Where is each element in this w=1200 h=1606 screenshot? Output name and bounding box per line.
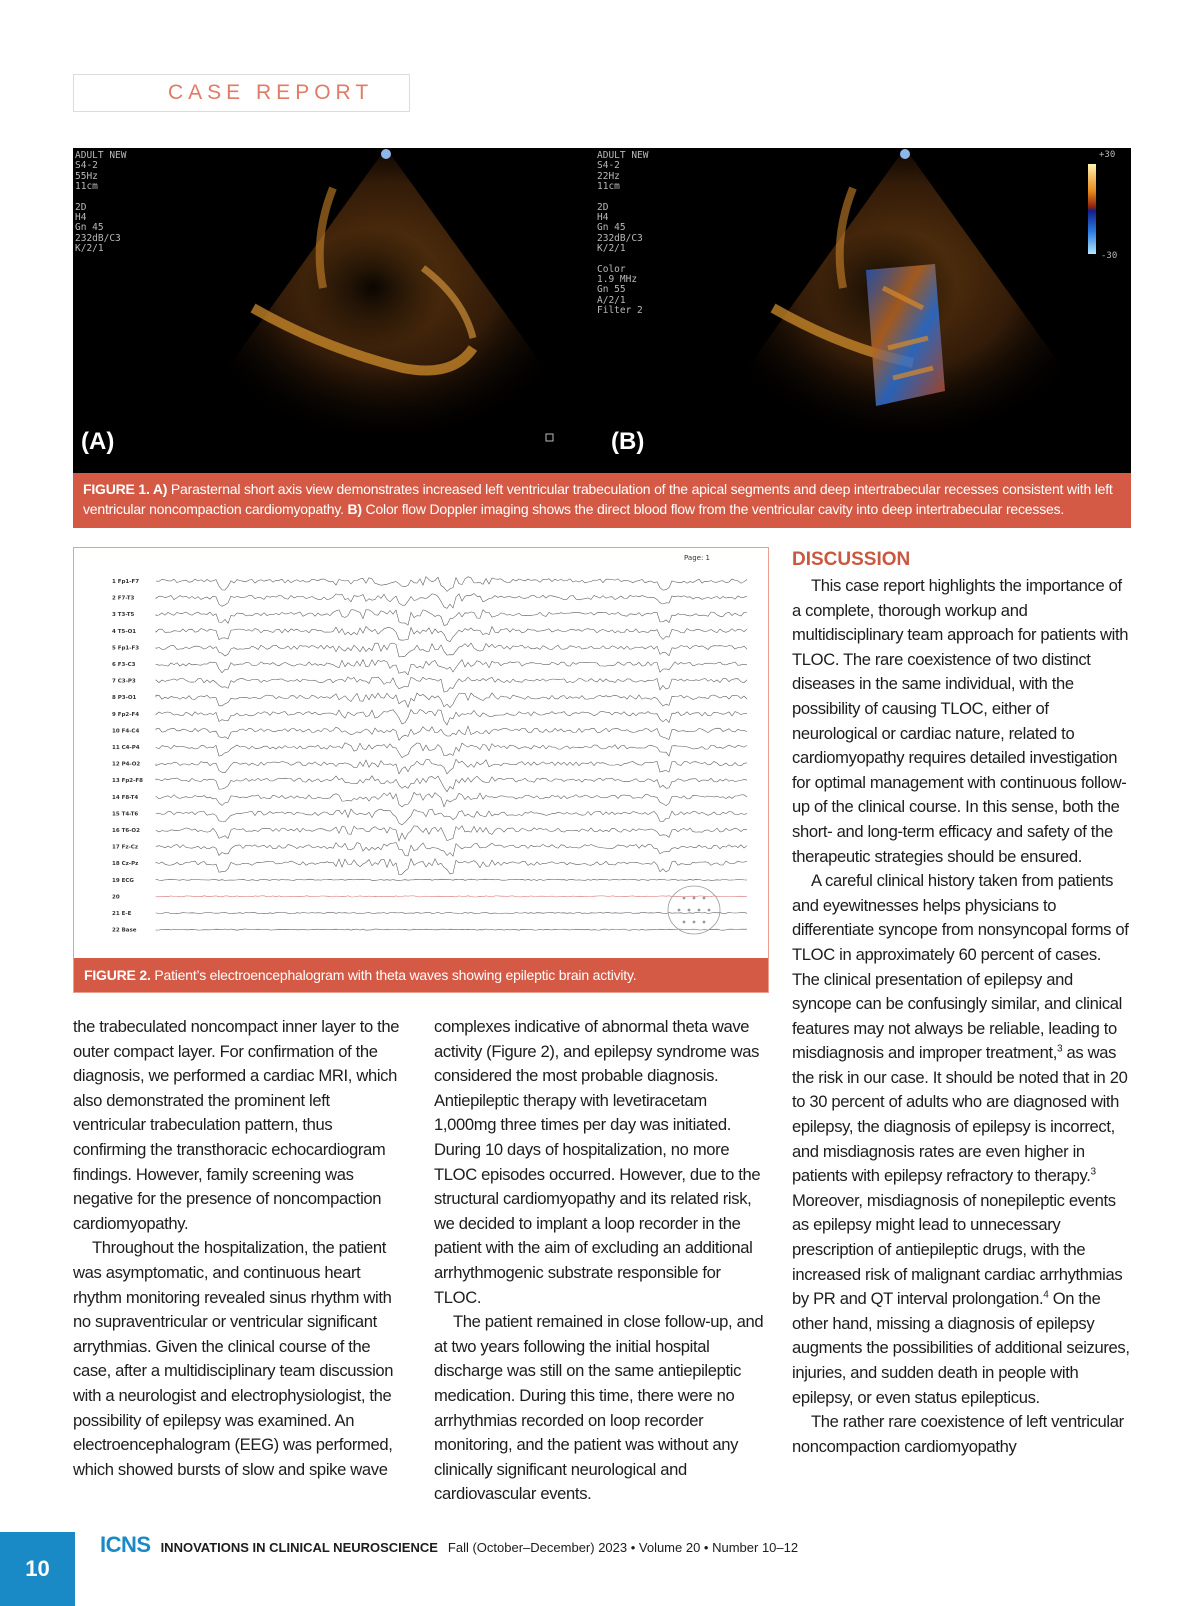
overlay-line: 11cm	[75, 181, 98, 193]
eeg-trace	[156, 743, 747, 758]
caption-text: Parasternal short axis view demonstrates increased left ventricular trabeculation of the apical segments and deep intertrabecular recesses consistent with left ventricular noncompaction cardiomyopathy.	[83, 481, 1113, 517]
overlay-line: 232dB/C3	[75, 232, 121, 244]
eeg-trace	[156, 929, 747, 930]
body-column-3	[792, 547, 1132, 1459]
issue-info: Fall (October–December) 2023 • Volume 20 • Number 10–12	[447, 1540, 799, 1555]
section-heading: DISCUSSION	[792, 549, 911, 570]
eeg-trace	[156, 896, 747, 897]
eeg-page-label: Page: 1	[684, 554, 710, 562]
eeg-trace	[156, 594, 747, 609]
eeg-channel-label: 7 C3-P3	[112, 678, 136, 685]
overlay-line: 1.9 MHz	[597, 274, 638, 286]
paragraph: complexes indicative of abnormal theta wave activity (Figure 2), and epilepsy syndrome was considered the most probable diagnosis. Antiepileptic therapy with levetiracetam 1,000mg three times per day was initiated. During 10 days of hospitalization, no more TLOC episodes occurred. However, due to the structural cardiomyopathy and its related risk, we decided to implant a loop recorder in the patient with the aim of excluding an additional arrhythmogenic substrate responsible for TLOC.	[434, 1017, 761, 1307]
paragraph: The patient remained in close follow-up, and at two years following the initial hospital discharge was still on the same antiepileptic medication. During this time, there were no arrhythmias recorded on loop recorder monitoring, and the patient was without any clinically significant neurological and cardiovascular events.	[434, 1312, 764, 1504]
overlay-line: 2D	[597, 201, 609, 213]
eeg-channel-label: 6 F3-C3	[112, 662, 136, 668]
eeg-trace	[156, 859, 747, 875]
journal-abbreviation: ICNS	[100, 1532, 151, 1557]
overlay-line: 11cm	[597, 181, 620, 193]
eeg-channel-label: 22 Base	[112, 927, 137, 934]
eeg-trace	[156, 912, 747, 913]
scale-bottom-label: -30	[1101, 251, 1118, 261]
caption-label: B)	[347, 501, 362, 517]
section-label: CASE REPORT	[168, 81, 374, 104]
eeg-trace	[156, 809, 747, 825]
overlay-line: Gn 55	[597, 284, 626, 296]
scale-top-label: +30	[1099, 150, 1116, 160]
overlay-line: Color	[597, 263, 626, 275]
overlay-line: K/2/1	[75, 243, 104, 255]
overlay-line: K/2/1	[597, 243, 626, 255]
figure-1-caption	[73, 473, 1131, 528]
eeg-trace	[156, 577, 747, 592]
echo-image	[73, 148, 1131, 473]
panel-b-overlay	[597, 151, 648, 317]
journal-name: INNOVATIONS IN CLINICAL NEUROSCIENCE	[160, 1540, 438, 1555]
eeg-trace	[156, 660, 747, 675]
overlay-line: ADULT NEW	[597, 150, 649, 161]
eeg-channel-label: 20	[112, 894, 120, 901]
overlay-line: 55Hz	[75, 170, 98, 182]
eeg-trace	[156, 627, 747, 642]
text-run: Moreover, misdiagnosis of nonepileptic events as epilepsy might lead to unnecessary prescription of antiepileptic drugs, with the increased risk of malignant cardiac arrhythmias by PR and QT interval prolongation.	[792, 1190, 1123, 1309]
eeg-trace	[156, 826, 747, 841]
eeg-channel-label: 14 F8-T4	[112, 794, 139, 801]
eeg-channel-label: 21 E-E	[112, 911, 132, 917]
panel-a-label: (A)	[81, 428, 115, 455]
paragraph	[792, 869, 1132, 1410]
eeg-channel-label: 10 F4-C4	[112, 728, 140, 735]
overlay-line: 2D	[75, 201, 87, 213]
text-run: as was the risk in our case. It should be noted that in 20 to 30 percent of adults who are diagnosed with epilepsy, the diagnosis of epilepsy is incorrect, and misdiagnosis rates are even higher in patients with epilepsy refractory to therapy.	[792, 1043, 1128, 1186]
overlay-line: ADULT NEW	[75, 150, 127, 161]
caption-text: Patient’s electroencephalogram with theta waves showing epileptic brain activity.	[150, 967, 637, 983]
figure-1	[73, 148, 1131, 528]
eeg-trace	[156, 842, 747, 856]
reference-marker: 3	[1090, 1166, 1096, 1178]
eeg-trace	[156, 792, 747, 807]
figure-2-caption	[74, 958, 768, 992]
eeg-channel-label: 18 Cz-Pz	[112, 861, 139, 868]
eeg-trace	[156, 710, 747, 725]
reference-marker: 4	[1043, 1289, 1049, 1301]
eeg-channel-label: 8 P3-O1	[112, 695, 137, 702]
eeg-channel-label: 4 T5-O1	[112, 628, 137, 635]
eeg-trace	[156, 610, 747, 626]
eeg-channel-label: 11 C4-P4	[112, 745, 140, 751]
page-number-box	[0, 1532, 75, 1606]
eeg-channel-label: 13 Fp2-F8	[112, 778, 143, 785]
text-run: A careful clinical history taken from patients and eyewitnesses helps physicians to differentiate syncope from nonsyncopal forms of TLOC in approximately 60 percent of cases. The clinical presentation of epilepsy and syncope can be confusingly similar, and clinical features may not always be reliable, leading to misdiagnosis and improper treatment,	[792, 871, 1129, 1063]
eeg-channel-label: 19 ECG	[112, 877, 134, 884]
overlay-line: H4	[597, 212, 609, 224]
eeg-trace	[156, 879, 747, 880]
eeg-channel-label: 16 T6-O2	[112, 828, 140, 834]
paragraph: This case report highlights the importance of a complete, thorough workup and multidisciplinary team approach for patients with TLOC. The rare coexistence of two distinct diseases in the same individual, with the possibility of causing TLOC, either of neurological or cardiac nature, related to cardiomyopathy requires detailed investigation for optimal management with continuous follow-up of the clinical course. In this sense, both the short- and long-term efficacy and safety of the therapeutic strategies should be ensured.	[792, 576, 1129, 866]
overlay-line: S4-2	[75, 160, 98, 172]
eeg-trace	[156, 677, 747, 692]
caption-text: Color flow Doppler imaging shows the direct blood flow from the ventricular cavity into deep intertrabecular recesses.	[361, 501, 1065, 517]
eeg-channel-label: 15 T4-T6	[112, 811, 139, 818]
overlay-line: 22Hz	[597, 170, 620, 182]
eeg-channel-label: 9 Fp2-F4	[112, 711, 140, 718]
paragraph: Throughout the hospitalization, the patient was asymptomatic, and continuous heart rhythm monitoring revealed sinus rhythm with no supraventricular or ventricular significant arrythmias. Given the clinical course of the case, after a multidisciplinary team discussion with a neurologist and electrophysiologist, the possibility of epilepsy was examined. An electroencephalogram (EEG) was performed, which showed bursts of slow and spike wave	[73, 1238, 394, 1479]
eeg-trace	[156, 643, 747, 657]
eeg-image	[74, 548, 768, 958]
figure-2	[73, 547, 769, 993]
caption-label: FIGURE 1. A)	[83, 481, 168, 497]
panel-a-overlay	[75, 151, 126, 255]
overlay-line: H4	[75, 212, 87, 224]
page-number: 10	[25, 1556, 50, 1581]
reference-marker: 3	[1057, 1043, 1063, 1055]
eeg-trace	[156, 726, 747, 740]
eeg-trace	[156, 776, 747, 792]
paragraph: the trabeculated noncompact inner layer to the outer compact layer. For confirmation of the diagnosis, we performed a cardiac MRI, which also demonstrated the prominent left ventricular trabeculation pattern, thus confirming the transthoracic echocardiogram findings. However, family screening was negative for the presence of noncompaction cardiomyopathy.	[73, 1017, 400, 1233]
overlay-line: 232dB/C3	[597, 232, 643, 244]
eeg-trace	[156, 693, 747, 708]
footer	[100, 1532, 798, 1558]
eeg-channel-label: 2 F7-T3	[112, 595, 135, 602]
eeg-trace	[156, 759, 747, 774]
text-run: On the other hand, missing a diagnosis of epilepsy augments the possibilities of additional seizures, injuries, and sudden death in people with epilepsy, or even status epilepticus.	[792, 1289, 1130, 1407]
overlay-line: Filter 2	[597, 305, 643, 317]
paragraph: The rather rare coexistence of left ventricular noncompaction cardiomyopathy	[792, 1412, 1124, 1456]
eeg-channel-label: 1 Fp1-F7	[112, 579, 140, 585]
body-column-1	[73, 1015, 403, 1482]
overlay-line: S4-2	[597, 160, 620, 172]
eeg-channel-label: 17 Fz-Cz	[112, 844, 139, 851]
panel-b-label: (B)	[611, 428, 645, 455]
eeg-channel-label: 12 P4-O2	[112, 761, 141, 768]
overlay-line: Gn 45	[75, 222, 104, 234]
overlay-line: A/2/1	[597, 294, 626, 306]
eeg-channel-label: 3 T3-T5	[112, 612, 135, 619]
overlay-line: Gn 45	[597, 222, 626, 234]
section-tag	[73, 74, 410, 112]
caption-label: FIGURE 2.	[84, 967, 151, 983]
body-column-2	[434, 1015, 769, 1507]
eeg-channel-label: 5 Fp1-F3	[112, 645, 140, 652]
